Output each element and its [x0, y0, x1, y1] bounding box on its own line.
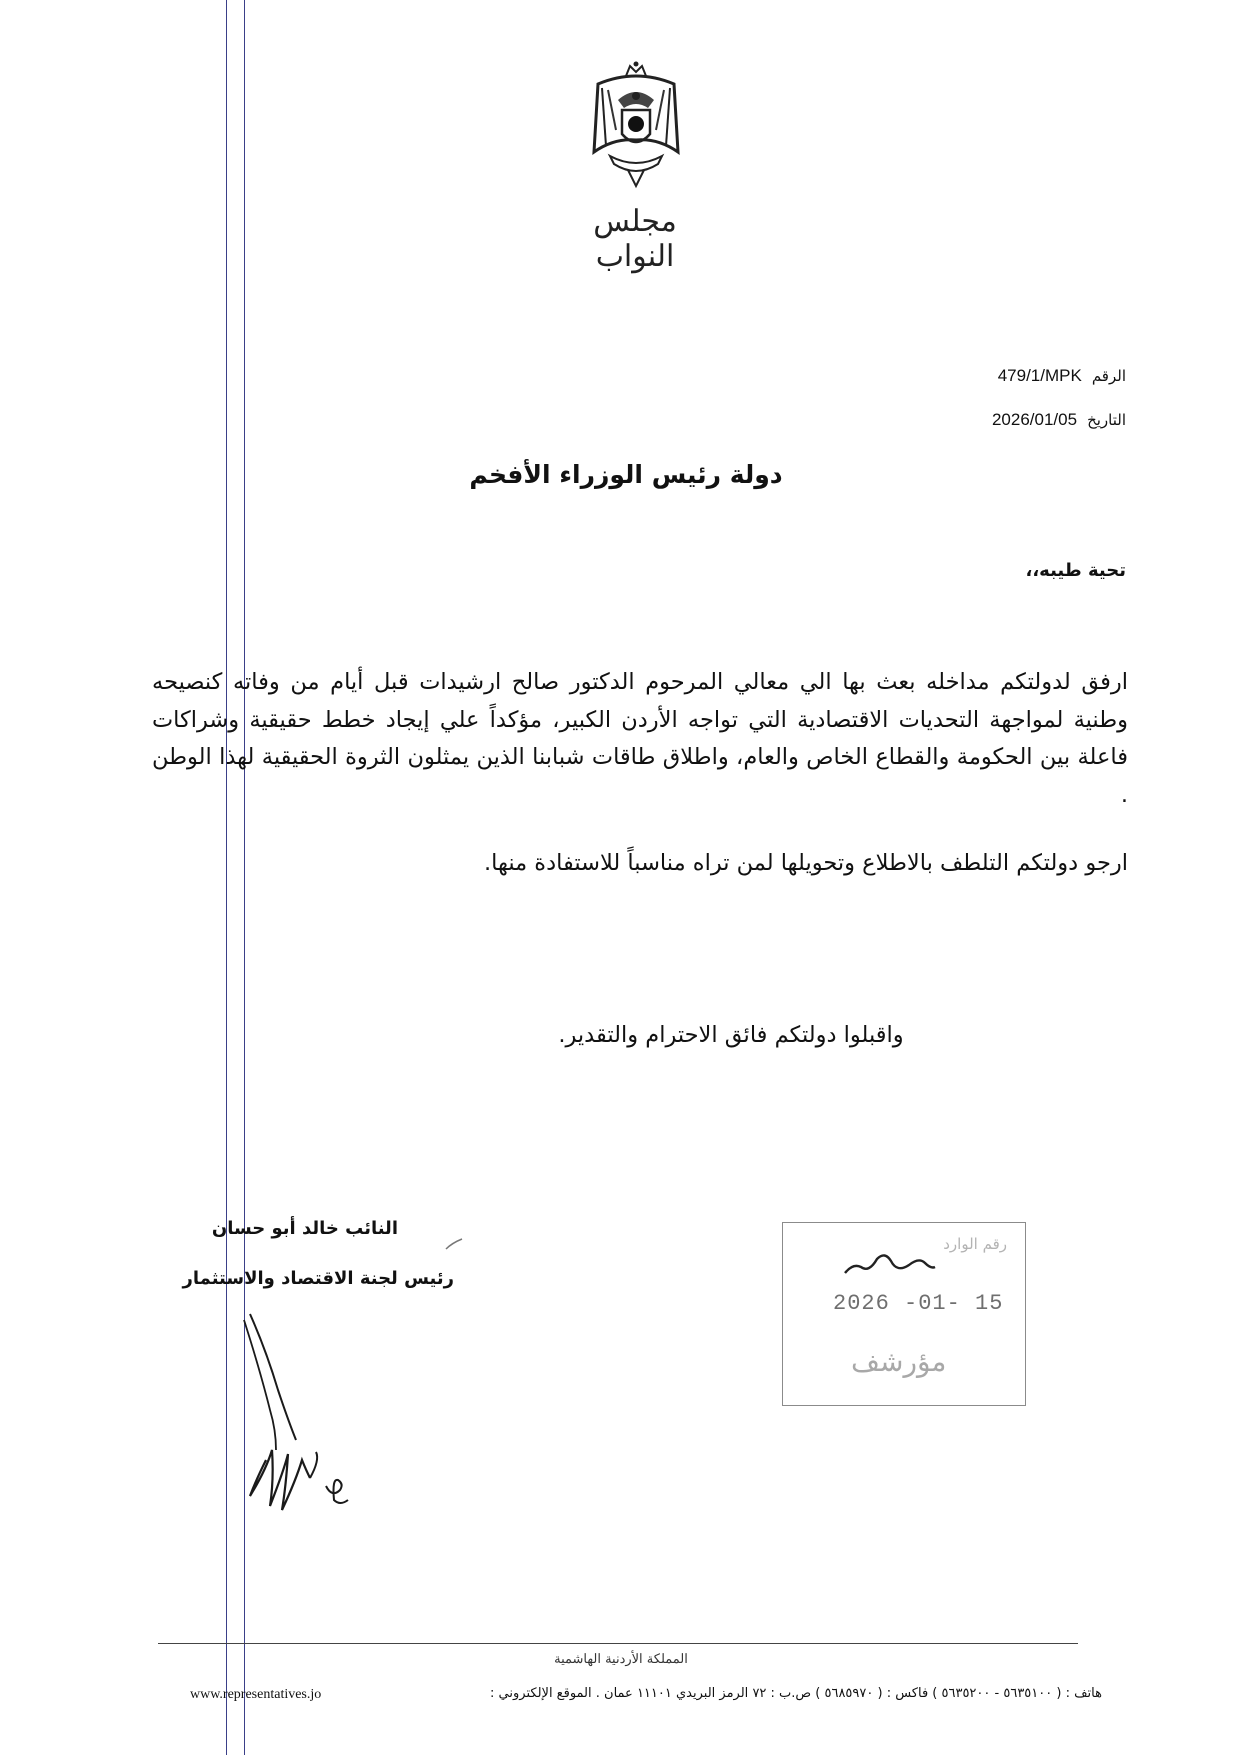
stamp-handwritten-number — [839, 1243, 939, 1283]
signer-name: النائب خالد أبو حسان — [211, 1218, 398, 1239]
recipient-title: دولة رئيس الوزراء الأفخم — [469, 460, 783, 489]
request-paragraph: ارجو دولتكم التلطف بالاطلاع وتحويلها لمن تراه مناسباً للاستفادة منها. — [483, 850, 1128, 876]
pen-mark-icon — [444, 1236, 464, 1250]
closing-line: واقبلوا دولتكم فائق الاحترام والتقدير. — [558, 1022, 904, 1048]
stamp-status: مؤرشف — [851, 1345, 947, 1378]
date-value: 2026/01/05 — [991, 410, 1078, 429]
signer-title: رئيس لجنة الاقتصاد والاستثمار — [182, 1268, 454, 1289]
handwritten-signature-icon — [236, 1310, 406, 1520]
body-paragraph: ارفق لدولتكم مداخله بعث بها الي معالي المرحوم الدكتور صالح ارشيدات قبل أيام من وفاته كنصيحه وطنية لمواجهة التحديات الاقتصادية التي تواجه الأردن الكبير، مؤكداً علي إيجاد خطط حقيقية وشراكات فاعلة بين الحكومة والقطاع الخاص والعام، واطلاق طاقات شبابنا الذين يمثلون الثروة الحقيقية لهذا الوطن . — [152, 669, 1128, 808]
stamp-date: 2026 -01- 15 — [833, 1291, 1004, 1316]
institution-name: مجلس النواب — [593, 204, 677, 274]
reference-number — [998, 366, 1126, 386]
footer-contact-info: هاتف : ( ٥٦٣٥١٠٠ - ٥٦٣٥٢٠٠ ) فاكس : ( ٥٦٨٥٩٧٠ ) ص.ب : ٧٢ الرمز البريدي ١١١٠١ عمان . الموقع الإلكتروني : — [490, 1686, 1102, 1701]
stamp-label: رقم الوارد — [943, 1235, 1007, 1253]
scan-artifact-line-left — [226, 0, 227, 1755]
footer-country: المملكة الأردنية الهاشمية — [554, 1652, 688, 1667]
greeting: تحية طيبه،، — [1025, 560, 1126, 581]
footer-divider — [158, 1643, 1078, 1644]
footer-website-link[interactable]: www.representatives.jo — [190, 1687, 322, 1702]
reference-label: الرقم — [1091, 367, 1126, 385]
received-stamp — [782, 1222, 1026, 1406]
date-label: التاريخ — [1087, 411, 1126, 429]
letter-date — [992, 410, 1126, 430]
reference-value: 479/1/MPK — [997, 366, 1082, 385]
coat-of-arms-icon — [588, 60, 684, 190]
